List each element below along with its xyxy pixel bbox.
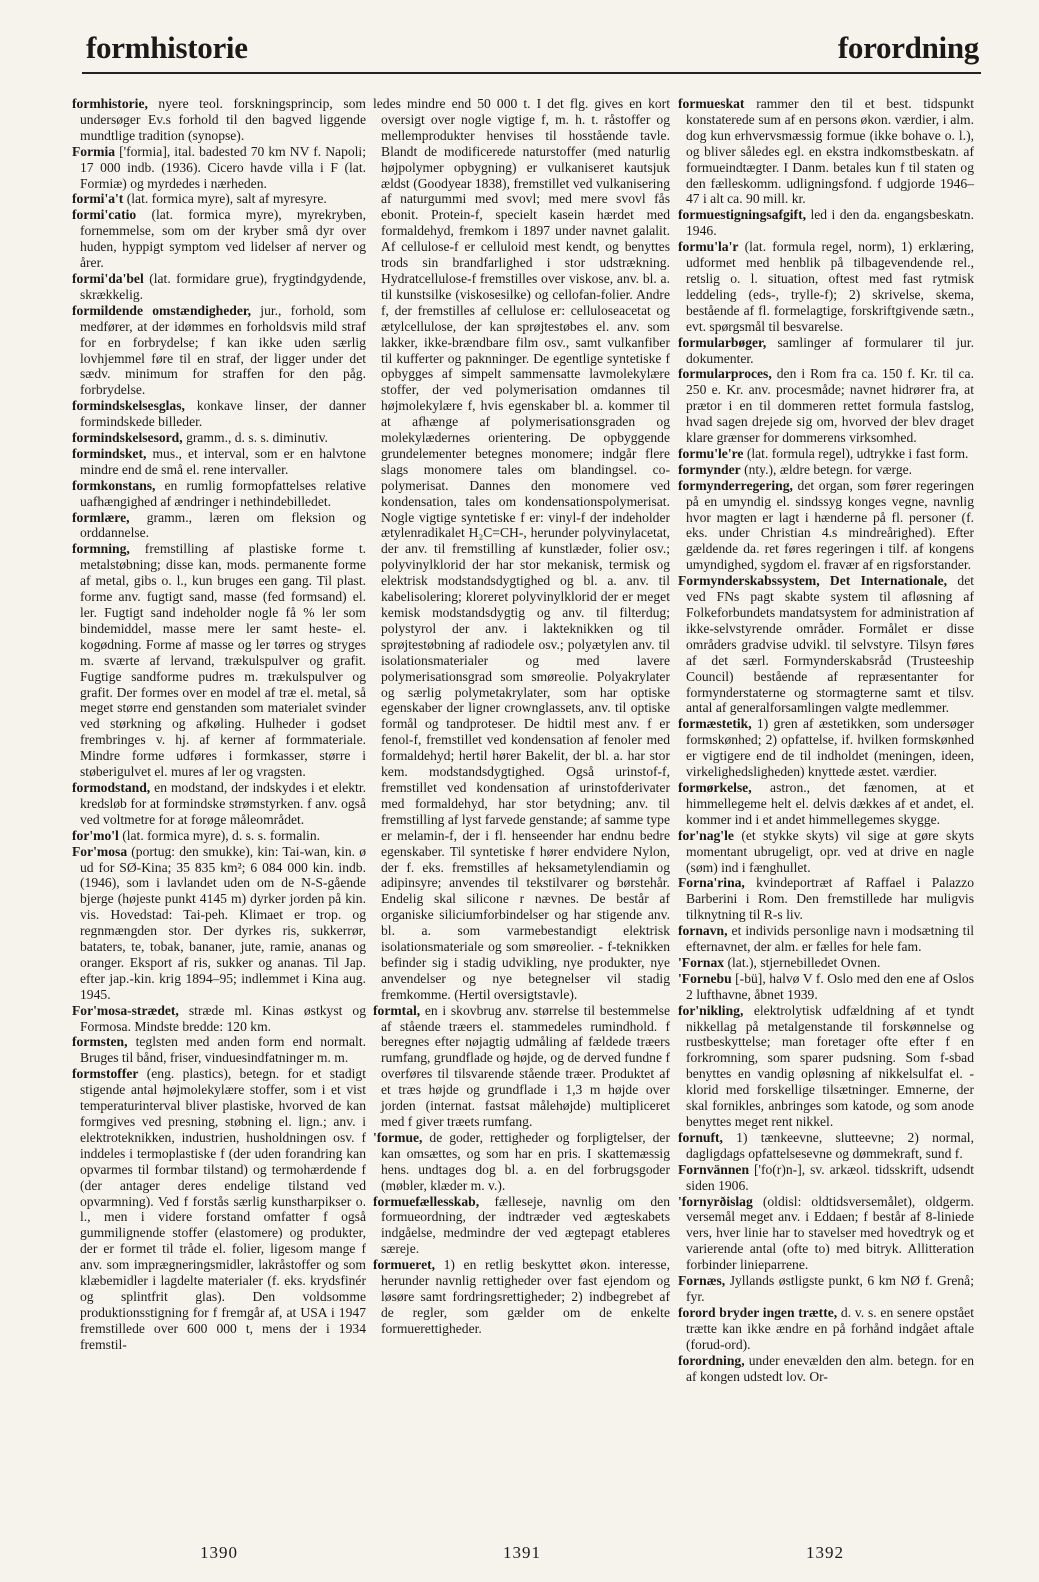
entry-text: 1) gren af æstetikken, som undersøger formskønhed; 2) opfattelse, if. hvilken formskønhed er vigtigere end de til indholdet (meningen, ideen, virkelighedsligheden) knyttede æstet. værdier. (686, 716, 974, 780)
dictionary-entry (373, 96, 670, 1003)
dictionary-entry (72, 844, 366, 1003)
entry-headword: formi'a't (72, 191, 124, 207)
entry-text: (lat. formidare grue), frygtindgydende, skrækkelig. (80, 270, 366, 302)
dictionary-entry (678, 573, 974, 716)
entry-text: samlinger af formularer til jur. dokumenter. (686, 334, 974, 366)
dictionary-entry (678, 462, 974, 478)
entry-text: konkave linser, der danner formindskede billeder. (80, 398, 366, 430)
entry-text: (lat. formula regel, norm), 1) erklæring, udformet med henblik på tilbagevendende rel., retslig o. l. situation, oftest med fast rytmisk leddeling (eds-, trylle-f); 2) skrivelse, skema, bestående af fl. formelagtige, forskriftgivende sætn., evt. spørgsmål til besvarelse. (686, 239, 974, 334)
dictionary-entry (72, 271, 366, 303)
dictionary-entry (72, 1066, 366, 1352)
entry-headword: formuefællesskab, (373, 1193, 480, 1209)
entry-text: fælleseje, navnlig om den formueordning, der indtræder ved ægteskabets indgåelse, medmindre der ved ægtepagt etableres særeje. (381, 1193, 670, 1257)
entry-text: astron., det fænomen, at et himmellegeme helt el. delvis dækkes af et andet, el. kommer ind i et andet himmellegemes skygge. (686, 779, 974, 827)
entry-text: Jyllands østligste punkt, 6 km NØ f. Grenå; fyr. (686, 1273, 974, 1304)
dictionary-entry (678, 1130, 974, 1162)
dictionary-entry (373, 1257, 670, 1337)
entry-headword: formueret, (373, 1257, 436, 1273)
dictionary-entry (72, 828, 366, 844)
dictionary-entry (72, 398, 366, 430)
dictionary-entry (678, 1305, 974, 1353)
entry-headword: formu'la'r (678, 239, 739, 255)
column-3 (678, 96, 974, 1384)
entry-headword: formlære, (72, 509, 130, 525)
dictionary-entry (678, 716, 974, 780)
dictionary-entry (373, 1130, 670, 1194)
entry-text: en rumlig formopfattelses relative uafhængighed af ændringer i nethindebilledet. (80, 477, 366, 509)
entry-text: [-bü], halvø V f. Oslo med den ene af Oslos 2 lufthavne, åbnet 1939. (686, 970, 974, 1002)
entry-headword: fornavn, (678, 923, 728, 939)
entry-text: ledes mindre end 50 000 t. I det flg. gives en kort oversigt over nogle vigtige f, m. h. t. råstoffer og mellemprodukter henvises til hosstående tavle. Blandt de modificerede naturstoffer (med naturlig højpolymer opbygning) er vulkaniseret kautsjuk ældst (Goodyear 1838), fremstillet ved vulkanisering af naturgummi med svovl; med mere svovl fås ebonit. Protein-f, specielt kasein hærdet med formaldehyd, fremkom i 1897 under navnet galalit. Af cellulose-f er celluloid mest kendt, og benyttes trods sin brandfarlighed i stor udstrækning. Hydratcellulose-f fremstilles over viskose, anv. bl. a. til kunstsilke (viskosesilke) og cellofan-folier. Andre f, der fremstilles af cellulose er: celluloseacetat og ætylcellulose, der kan sprøjtestøbes el. anv. som lakker, ikke-brændbare film osv., samt vulkanfiber til kufferter og paknninger. De egentlige syntetiske f opbygges af simpelt sammensatte lavmolekylære stoffer, der ved polymerisation omdannes til højmolekylære f, hvis egenskaber bl. a. kommer til at afhænge af polymerisationsgraden og molekylædernes orientering. De opbyggende grundelementer betegnes monomere; indgår flere slags monomere tales om blandingsel. co-polymerisat. Dannes den monomere ved kondensation, tales om kondensationspolymerisat. Nogle vigtige syntetiske f er: vinyl-f der indeholder ætylenradikalet H₂C=CH-, herunder polyvinylacetat, der anv. til fremstilling af kunstlæder, folier osv.; polyvinylklorid der har stor mekanisk, termisk og elektrisk modstandsdygtighed og bl. a. anv. til kabelisolering; kloreret polyvinylklorid der er meget kemisk modstandsdygtig og anv. til filterdug; polystyrol der anv. i lakteknikken og til sprøjtestøbning af radiodele osv.; polyætylen anv. til isolationsmaterialer og med lavere polymerisationsgrad som smøreolie. Polyakrylater og særlig polymetakrylater, som har optiske egenskaber der ligner crownglassets, anv. til optiske formål og tandproteser. De hidtil mest anv. f er fenol-f, fremstillet ved kondensation af fenoler med formaldehyd; hertil hører Bakelit, der bl. a. har stor kem. modstandsdygtighed. Også urinstof-f, fremstillet ved kondensation af urinstofderivater med formaldehyd, har stor betydning; anv. til fremstilling af lyst farvede genstande; af samme type er melamin-f, der i fl. henseender har endnu bedre egenskaber. Til syntetiske f hører endvidere Nylon, der f. eks. fremstilles af heksametylendiamin og adipinsyre; anvendes til tekstilvarer og børstehår. Endelig skal silicone r nævnes. De består af organiske siliciumforbindelser og har stigende anv. bl. a. som varmebestandigt elektrisk isolationsmateriale og som smøreolier. - f-teknikken befinder sig i stadig udvikling, nye produkter, nye anvendelser og nye betegnelser vil stadig fremkomme. (Hertil oversigtstavle). (373, 96, 670, 1002)
entry-headword: formi'da'bel (72, 270, 144, 286)
entry-text: gramm., d. s. s. diminutiv. (186, 430, 328, 446)
entry-headword: formi'catio (72, 207, 137, 223)
entry-text: under enevælden den alm. betegn. for en af kongen udstedt lov. Or- (686, 1352, 974, 1384)
entry-text: (lat. formula regel), udtrykke i fast form. (746, 445, 969, 461)
entry-text: 1) en retlig beskyttet økon. interesse, herunder navnlig rettigheder over fast ejendom og løsøre samt fordringsrettigheder; 2) indbegrebet af de regler, som gælder om de enkelte formuerettigheder. (381, 1257, 670, 1336)
header-rule (82, 72, 981, 74)
running-head-right: forordning (837, 30, 979, 65)
entry-headword: Formia (72, 143, 116, 159)
entry-headword: formning, (72, 541, 130, 557)
dictionary-entry (678, 1194, 974, 1274)
entry-headword: Forna'rina, (678, 875, 745, 891)
dictionary-entry (72, 510, 366, 542)
dictionary-entry (373, 1003, 670, 1130)
entry-text: mus., et interval, som er en halvtone mindre end de små el. rene intervaller. (80, 445, 367, 477)
dictionary-entry (373, 1194, 670, 1258)
entry-text: (nty.), ældre betegn. for værge. (744, 461, 913, 477)
entry-headword: formstoffer (72, 1066, 139, 1082)
dictionary-entry (72, 1034, 366, 1066)
entry-headword: formueskat (678, 96, 745, 111)
entry-headword: formu'le're (678, 445, 744, 461)
dictionary-entry (678, 1273, 974, 1305)
entry-text: nyere teol. forskningsprincip, som undersøger Ev.s forhold til den bagved liggende mundtlige tradition (synopse). (80, 96, 366, 143)
entry-text: en i skovbrug anv. størrelse til bestemmelse af stående træers el. stammedeles rumindhold. f beregnes efter nøjagtig udmåling af fældede træers rumfang, grundflade og højde, og de derved fundne f overføres til tilsvarende stående træer. Produktet af et træs højde og grundflade i 1,3 m højde over jorden (internat. fastsat målehøjde) multipliceret med f giver træets rumfang. (381, 1002, 670, 1129)
entry-headword: Fornvännen (678, 1161, 750, 1177)
dictionary-entry (678, 335, 974, 367)
entry-headword: 'Fornebu (678, 970, 732, 986)
entry-text: (lat.), stjernebilledet Ovnen. (727, 954, 881, 970)
column-2 (373, 96, 670, 1337)
entry-text: kvindeportræt af Raffael i Palazzo Barberini i Rom. Den fremstillede har muligvis tilknytning til R-s liv. (686, 875, 974, 923)
entry-headword: formynderregering, (678, 477, 793, 493)
entry-text: teglsten med anden form end normalt. Bruges til bånd, friser, vinduesindfatninger m. m. (80, 1034, 366, 1066)
entry-headword: formularbøger, (678, 334, 767, 350)
entry-text: d. v. s. en senere opstået trætte kan ikke ændre en på forhånd indgået aftale (forud-ord). (686, 1304, 974, 1352)
entry-text: jur., forhold, som medfører, at der idømmes en forholdsvis mild straf for en forbrydelse; f kan ikke uden særlig lovhjemmel føre til en straf, der ligger under det sædv. minimum for straffen for den påg. forbrydelse. (80, 302, 366, 398)
entry-text: fremstilling af plastiske forme t. metalstøbning; disse kan, mods. permanente forme af metal, gibs o. l., kun bruges een gang. Til plast. forme anv. fugtigt sand, masse (fed formsand) el. ler. Fugtigt sand indeholder nogle få % ler som bindemiddel, masse mere ler samt heste- el. kogødning. Forme af masse og ler tørres og stryges m. sværte af lervand, trækulspulver og grafit. Fugtige sandforme pudres m. trækulspulver og grafit. Der formes over en model af træ el. metal, så meget større end genstanden som materialet svinder ved størkning og afkøling. Hulheder i godset frembringes v. hj. af kerner af formmateriale. Mindre forme udføres i formkasser, større i støberigulvet el. mures af ler og vragsten. (80, 541, 366, 780)
entry-headword: formindskelsesglas, (72, 398, 185, 414)
entry-text: led i den da. engangsbeskatn. 1946. (686, 207, 974, 239)
entry-headword: Fornæs, (678, 1273, 726, 1289)
entry-text: 1) tænkeevne, slutteevne; 2) normal, dagligdags opfattelsesevne og dømmekraft, sund f. (686, 1129, 974, 1161)
entry-text: en modstand, der indskydes i et elektr. kredsløb for at formindske strømstyrken. f anv. også ved voltmetre for at forøge måleområdet. (80, 779, 366, 827)
page-number-1390: 1390 (200, 1543, 238, 1562)
entry-text: (et stykke skyts) vil sige at gøre skyts momentant ubrugeligt, opr. ved at drive en nagle (søm) ind i fænghullet. (686, 827, 974, 875)
dictionary-entry (678, 207, 974, 239)
dictionary-entry (678, 446, 974, 462)
dictionary-entry (72, 1003, 366, 1035)
dictionary-entry (72, 96, 366, 144)
entry-headword: forordning, (678, 1352, 745, 1368)
dictionary-entry (72, 478, 366, 510)
entry-text: de goder, rettigheder og forpligtelser, der kan omsættes, og som har en pris. I skattemæssig hens. undtages dog bl. a. en del forbrugsgoder (møbler, klæder m. v.). (381, 1129, 670, 1193)
dictionary-entry (678, 239, 974, 334)
entry-headword: formindsket, (72, 445, 147, 461)
entry-headword: formildende omstændigheder, (72, 302, 252, 318)
entry-text: (lat. formica myre), myrekryben, fornemmelse, som om der kryber små dyr over huden, hyppigt symptom ved lidelser af nerver og årer. (80, 207, 366, 271)
entry-text: (oldisl: oldtidsversemålet), oldgerm. versemål meget anv. i Eddaen; f består af 8-liniede vers, hver linie har to stavelser med hovedtryk og et varierende antal (ofte to) med bitryk. Allitteration forbinder linieparrene. (686, 1193, 975, 1273)
entry-headword: 'formue, (373, 1129, 423, 1145)
entry-text: stræde ml. Kinas østkyst og Formosa. Mindste bredde: 120 km. (80, 1002, 366, 1034)
entry-text: (lat. formica myre), d. s. s. formalin. (122, 827, 321, 843)
dictionary-entry (678, 366, 974, 446)
entry-headword: For'mosa (72, 843, 128, 859)
entry-text: (eng. plastics), betegn. for et stadigt stigende antal højmolekylære stoffer, som i et vist temperaturinterval bliver plastiske, hvorved de kan formgives ved presning, støbning el. lign.; anv. i elektroteknikken, industrien, husholdningen osv. f inddeles i termoplastiske f (der uden forandring kan opvarmes til formbar tilstand) og termohærdende f (der antager deres endelige tilstand ved opvarmning). Ved f forstås særlig kunstharpikser o. l., men i videre forstand omfatter f også gummilignende stoffer (elastomere) og produkter, der er formet til tråde el. folier, ligesom mange f anv. som imprægneringsmidler, lakråstoffer og som klæbemidler i lagdelte materialer (f. eks. krydsfinér og splintfrit glas). Den voldsomme produktionsstigning for f fremgår af, at USA i 1947 fremstillede over 600 000 t, mens der i 1934 fremstil- (80, 1066, 366, 1352)
dictionary-entry (678, 1162, 974, 1194)
entry-headword: formsten, (72, 1034, 128, 1050)
entry-text: ['fo(r)n-], sv. arkæol. tidsskrift, udsendt siden 1906. (686, 1161, 974, 1193)
dictionary-entry (72, 303, 366, 398)
page-number-1392: 1392 (806, 1543, 844, 1562)
entry-text: (lat. formica myre), salt af myresyre. (126, 191, 327, 207)
entry-text: det ved FNs pagt skabte system til afløsning af Folkeforbundets mandatsystem for administration af ikke-selvstyrende områder. Formålet er disse områders gradvise udvikl. til selvstyre. Tilsyn føres af det særl. Formynderskabsråd (Trusteeship Council) bestående af repræsentanter for formynderstaterne og stormagterne samt et tilsv. antal af generalforsamlingen valgte medlemmer. (686, 573, 974, 716)
entry-text: det organ, som fører regeringen på en umyndig el. sindssyg konges vegne, navnlig hvor magten er lagt i hænderne på fl. personer (f. eks. under Christian 4.s mindreårighed). Efter gældende da. ret føres regeringen i tilf. af kongens umyndighed, sygdom el. fravær af en rigsforstander. (686, 477, 974, 573)
entry-headword: for'mo'l (72, 827, 119, 843)
entry-text: rammer den til et best. tidspunkt konstaterede sum af en persons økon. værdier, i alm. dog kun erhvervsmæssig formue (ikke bohave o. l.), og bliver således egl. en ekstra indkomstbeskatn. af formueindtægter. I Danm. betales kun f til staten og den fælleskomm. udligningsfond. f udgjorde 1946–47 i alt ca. 90 mill. kr. (686, 96, 974, 207)
entry-headword: formhistorie, (72, 96, 148, 111)
entry-headword: Formynderskabssystem, Det Internationale, (678, 573, 948, 589)
entry-headword: formularproces, (678, 366, 772, 382)
entry-headword: formindskelsesord, (72, 430, 183, 446)
entry-headword: For'mosa-strædet, (72, 1002, 179, 1018)
entry-text: den i Rom fra ca. 150 f. Kr. til ca. 250 e. Kr. anv. procesmåde; navnet hidrører fra, at prætor i en til dommeren rettet formula fastslog, hvad sagen drejede sig om, hvorved der blev draget klare grænser for dommerens virksomhed. (686, 366, 974, 446)
entry-headword: formkonstans, (72, 477, 156, 493)
entry-headword: formæstetik, (678, 716, 752, 732)
entry-headword: formodstand, (72, 779, 151, 795)
dictionary-entry (72, 144, 366, 192)
column-1 (72, 96, 366, 1353)
entry-text: (portug: den smukke), kin: Tai-wan, kin. ø ud for SØ-Kina; 35 835 km²; 6 084 000 kin. indb. (1946), som i lavlandet uden om de N-S-gående bjerge (højeste punkt 4145 m) dyrker jorden på kin. vis. Hovedstad: Tai-peh. Klimaet er trop. og regnmængden stor. Der dyrkes ris, sukkerrør, bataters, te, tobak, bananer, jute, ramie, ananas og oranger. Eksport af ris, sukker og ananas. Til Jap. efter jap.-kin. krig 1894–95; indlemmet i Kina aug. 1945. (80, 843, 366, 1002)
dictionary-entry (678, 96, 974, 207)
dictionary-entry (678, 923, 974, 955)
dictionary-entry (678, 1003, 974, 1130)
entry-headword: for'nag'le (678, 827, 734, 843)
entry-headword: forord bryder ingen trætte, (678, 1304, 838, 1320)
dictionary-entry (72, 430, 366, 446)
entry-headword: 'fornyrðislag (678, 1193, 753, 1209)
dictionary-entry (678, 971, 974, 1003)
entry-headword: formynder (678, 461, 741, 477)
page-number-1391: 1391 (503, 1543, 541, 1562)
dictionary-entry (72, 541, 366, 780)
entry-headword: formørkelse, (678, 779, 752, 795)
entry-text: elektrolytisk udfældning af et tyndt nikkellag på metalgenstande til forskønnelse og rustbeskyttelse; man foretager ofte efter f en forkromning, som sparer pudsning. Som f-sbad benyttes en vandig opløsning af nikkelsulfat el. -klorid med forskellige tilsætninger. Emnerne, der skal fornikles, anbringes som katode, og som anode benyttes meget rent nikkel. (686, 1002, 974, 1129)
entry-headword: fornuft, (678, 1129, 723, 1145)
dictionary-entry (678, 478, 974, 573)
entry-headword: formtal, (373, 1002, 421, 1018)
entry-headword: for'nikling, (678, 1002, 744, 1018)
entry-text: gramm., læren om fleksion og orddannelse. (80, 509, 366, 541)
entry-text: et individs personlige navn i modsætning til efternavnet, der alm. er fælles for hele fam. (686, 923, 974, 955)
dictionary-entry (72, 191, 366, 207)
dictionary-entry (678, 780, 974, 828)
entry-headword: formuestigningsafgift, (678, 207, 806, 223)
entry-text: ['formia], ital. badested 70 km NV f. Napoli; 17 000 indb. (1936). Cicero havde villa i F (lat. Formiæ) og myrdedes i nærheden. (80, 143, 366, 191)
dictionary-entry (678, 955, 974, 971)
dictionary-entry (678, 875, 974, 923)
dictionary-entry (72, 446, 366, 478)
dictionary-entry (72, 780, 366, 828)
running-head-left: formhistorie (86, 30, 248, 65)
entry-headword: 'Fornax (678, 954, 725, 970)
dictionary-entry (678, 1353, 974, 1385)
dictionary-entry (678, 828, 974, 876)
dictionary-entry (72, 207, 366, 271)
